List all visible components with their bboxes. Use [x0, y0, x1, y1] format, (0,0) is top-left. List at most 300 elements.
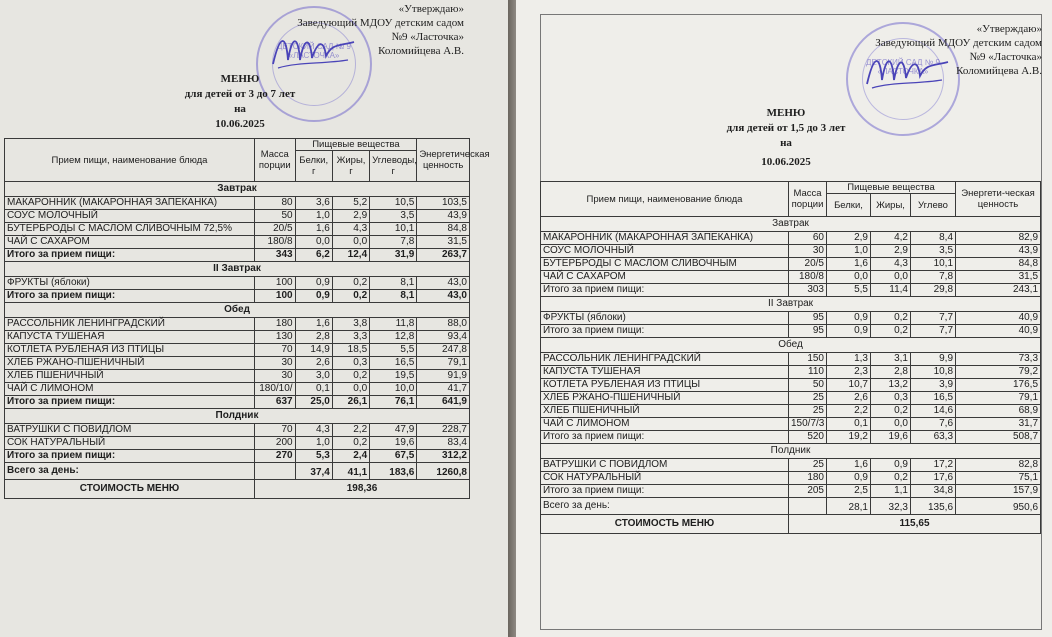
- dish-value: 79,1: [417, 357, 470, 370]
- dish-value: 3,5: [370, 210, 417, 223]
- meal-total-label: Итого за прием пищи:: [541, 284, 789, 297]
- dish-row: [541, 379, 1041, 392]
- section-row: [541, 444, 1041, 459]
- dish-value: 0,2: [871, 312, 911, 325]
- dish-value: 43,9: [417, 210, 470, 223]
- header-protein: Белки,: [827, 194, 871, 217]
- menu-date: 10.06.2025: [761, 156, 811, 168]
- meal-total-value: 508,7: [956, 431, 1041, 444]
- approve-org: №9 «Ласточка»: [969, 51, 1042, 63]
- meal-total-value: 157,9: [956, 485, 1041, 498]
- meal-total-value: 312,2: [417, 450, 470, 463]
- dish-value: 0,0: [871, 271, 911, 284]
- section-row: [5, 303, 470, 318]
- dish-value: 43,9: [956, 245, 1041, 258]
- dish-name: КОТЛЕТА РУБЛЕНАЯ ИЗ ПТИЦЫ: [5, 344, 255, 357]
- dish-value: 79,1: [956, 392, 1041, 405]
- dish-value: 30: [255, 357, 296, 370]
- dish-value: 150: [789, 353, 827, 366]
- approve-label: «Утверждаю»: [398, 3, 464, 15]
- dish-value: 2,2: [827, 405, 871, 418]
- dish-row: [5, 197, 470, 210]
- meal-total-row: [541, 431, 1041, 444]
- page-gap: [508, 0, 516, 637]
- dish-value: 0,9: [827, 472, 871, 485]
- dish-row: [541, 353, 1041, 366]
- dish-value: 11,8: [370, 318, 417, 331]
- dish-name: ФРУКТЫ (яблоки): [5, 277, 255, 290]
- dish-value: 2,9: [827, 232, 871, 245]
- meal-total-value: 520: [789, 431, 827, 444]
- dish-row: [541, 258, 1041, 271]
- dish-name: КАПУСТА ТУШЕНАЯ: [541, 366, 789, 379]
- dish-value: 1,3: [827, 353, 871, 366]
- dish-value: 8,4: [911, 232, 956, 245]
- dish-value: 0,2: [332, 370, 369, 383]
- dish-value: 8,1: [370, 277, 417, 290]
- header-fat: Жиры, г: [332, 151, 369, 182]
- dish-name: БУТЕРБРОДЫ С МАСЛОМ СЛИВОЧНЫМ 72,5%: [5, 223, 255, 236]
- meal-total-label: Итого за прием пищи:: [5, 249, 255, 262]
- meal-total-row: [5, 450, 470, 463]
- dish-name: ЧАЙ С САХАРОМ: [541, 271, 789, 284]
- dish-value: 17,2: [911, 459, 956, 472]
- day-total-value: 1260,8: [417, 463, 470, 480]
- meal-total-value: 0,2: [332, 290, 369, 303]
- dish-value: 180: [789, 472, 827, 485]
- dish-value: 7,8: [370, 236, 417, 249]
- dish-row: [541, 405, 1041, 418]
- dish-row: [5, 223, 470, 236]
- dish-name: СОК НАТУРАЛЬНЫЙ: [541, 472, 789, 485]
- dish-value: 40,9: [956, 312, 1041, 325]
- meal-total-value: 63,3: [911, 431, 956, 444]
- day-total-row: [541, 498, 1041, 515]
- dish-value: 7,6: [911, 418, 956, 431]
- day-total-value: 28,1: [827, 498, 871, 515]
- dish-value: 25: [789, 392, 827, 405]
- dish-value: 0,0: [295, 236, 332, 249]
- section-row: [5, 409, 470, 424]
- dish-value: 31,5: [956, 271, 1041, 284]
- dish-value: 103,5: [417, 197, 470, 210]
- dish-row: [5, 277, 470, 290]
- cost-label: СТОИМОСТЬ МЕНЮ: [5, 480, 255, 499]
- dish-value: 73,3: [956, 353, 1041, 366]
- dish-value: 3,6: [295, 197, 332, 210]
- dish-value: 16,5: [370, 357, 417, 370]
- meal-total-value: 6,2: [295, 249, 332, 262]
- header-energy: Энергетическая ценность: [417, 139, 470, 182]
- section-title: Завтрак: [541, 217, 1041, 232]
- dish-value: 16,5: [911, 392, 956, 405]
- dish-value: 84,8: [417, 223, 470, 236]
- header-dish: Прием пищи, наименование блюда: [541, 182, 789, 217]
- dish-value: 4,2: [871, 232, 911, 245]
- dish-value: 7,7: [911, 312, 956, 325]
- dish-value: 1,6: [295, 318, 332, 331]
- meal-total-value: 19,2: [827, 431, 871, 444]
- dish-value: 3,9: [911, 379, 956, 392]
- meal-total-value: 7,7: [911, 325, 956, 338]
- dish-row: [541, 271, 1041, 284]
- meal-total-label: Итого за прием пищи:: [5, 396, 255, 409]
- dish-value: 9,9: [911, 353, 956, 366]
- dish-row: [5, 318, 470, 331]
- dish-value: 150/7/3: [789, 418, 827, 431]
- meal-total-value: 303: [789, 284, 827, 297]
- dish-value: 95: [789, 312, 827, 325]
- meal-total-row: [541, 325, 1041, 338]
- dish-value: 4,3: [871, 258, 911, 271]
- section-title: Обед: [541, 338, 1041, 353]
- day-total-value: 135,6: [911, 498, 956, 515]
- dish-value: 14,9: [295, 344, 332, 357]
- dish-value: 12,8: [370, 331, 417, 344]
- menu-table-3-7: [4, 138, 490, 499]
- meal-total-value: 637: [255, 396, 296, 409]
- menu-on: на: [234, 103, 246, 115]
- meal-total-value: 243,1: [956, 284, 1041, 297]
- dish-row: [541, 366, 1041, 379]
- dish-name: ХЛЕБ ПШЕНИЧНЫЙ: [5, 370, 255, 383]
- dish-value: 5,2: [332, 197, 369, 210]
- dish-value: 247,8: [417, 344, 470, 357]
- dish-value: 10,1: [370, 223, 417, 236]
- meal-total-value: 5,3: [295, 450, 332, 463]
- dish-value: 83,4: [417, 437, 470, 450]
- meal-total-value: 29,8: [911, 284, 956, 297]
- dish-value: 50: [255, 210, 296, 223]
- meal-total-value: 5,5: [827, 284, 871, 297]
- dish-value: 1,6: [827, 258, 871, 271]
- dish-value: 80: [255, 197, 296, 210]
- dish-value: 41,7: [417, 383, 470, 396]
- dish-value: 30: [255, 370, 296, 383]
- dish-value: 2,2: [332, 424, 369, 437]
- approve-name: Коломийцева А.В.: [956, 65, 1042, 77]
- dish-value: 10,5: [370, 197, 417, 210]
- dish-row: [541, 312, 1041, 325]
- dish-value: 0,0: [827, 271, 871, 284]
- dish-value: 100: [255, 277, 296, 290]
- day-total-value: [255, 463, 296, 480]
- dish-value: 2,8: [295, 331, 332, 344]
- dish-value: 10,8: [911, 366, 956, 379]
- dish-name: ХЛЕБ ПШЕНИЧНЫЙ: [541, 405, 789, 418]
- approve-position: Заведующий МДОУ детским садом: [875, 37, 1042, 49]
- dish-value: 1,0: [295, 210, 332, 223]
- dish-row: [5, 437, 470, 450]
- meal-total-label: Итого за прием пищи:: [5, 450, 255, 463]
- section-row: [541, 297, 1041, 312]
- dish-row: [5, 331, 470, 344]
- dish-value: 4,3: [295, 424, 332, 437]
- dish-value: 0,2: [871, 405, 911, 418]
- dish-value: 19,5: [370, 370, 417, 383]
- dish-value: 7,8: [911, 271, 956, 284]
- meal-total-value: 19,6: [871, 431, 911, 444]
- dish-value: 91,9: [417, 370, 470, 383]
- meal-total-label: Итого за прием пищи:: [541, 431, 789, 444]
- meal-total-value: 11,4: [871, 284, 911, 297]
- meal-total-row: [5, 249, 470, 262]
- meal-total-value: 1,1: [871, 485, 911, 498]
- section-title: II Завтрак: [5, 262, 470, 277]
- dish-value: 17,6: [911, 472, 956, 485]
- header-carbs: Углеводы, г: [370, 151, 417, 182]
- header-mass: Масса порции: [789, 182, 827, 217]
- meal-total-value: 43,0: [417, 290, 470, 303]
- header-mass: Масса порции: [255, 139, 296, 182]
- dish-row: [541, 232, 1041, 245]
- meal-total-value: 40,9: [956, 325, 1041, 338]
- dish-value: 3,3: [332, 331, 369, 344]
- meal-total-value: 263,7: [417, 249, 470, 262]
- day-total-value: 41,1: [332, 463, 369, 480]
- meal-total-value: 26,1: [332, 396, 369, 409]
- header-nutrients: Пищевые вещества: [827, 182, 956, 194]
- menu-heading: МЕНЮ: [766, 107, 806, 119]
- day-total-value: 950,6: [956, 498, 1041, 515]
- dish-value: 0,2: [332, 437, 369, 450]
- menu-table-1-3: [540, 181, 1041, 534]
- dish-value: 5,5: [370, 344, 417, 357]
- meal-total-label: Итого за прием пищи:: [541, 325, 789, 338]
- cost-label: СТОИМОСТЬ МЕНЮ: [541, 515, 789, 534]
- day-total-label: Всего за день:: [541, 498, 789, 515]
- dish-value: 0,9: [295, 277, 332, 290]
- cost-row: [541, 515, 1041, 534]
- dish-value: 2,6: [295, 357, 332, 370]
- meal-total-value: 0,2: [871, 325, 911, 338]
- dish-value: 82,8: [956, 459, 1041, 472]
- dish-value: 0,3: [871, 392, 911, 405]
- meal-total-value: 0,9: [295, 290, 332, 303]
- dish-value: 3,0: [295, 370, 332, 383]
- dish-value: 2,6: [827, 392, 871, 405]
- dish-value: 31,7: [956, 418, 1041, 431]
- meal-total-label: Итого за прием пищи:: [5, 290, 255, 303]
- meal-total-row: [541, 485, 1041, 498]
- dish-value: 180/8: [789, 271, 827, 284]
- meal-total-value: 76,1: [370, 396, 417, 409]
- meal-total-value: 95: [789, 325, 827, 338]
- right-table-body: [541, 182, 1041, 534]
- seal-stamp-left: ДЕТСКИЙ САД № 9 «ЛАСТОЧКА»: [256, 6, 372, 122]
- header-carbs: Углево: [911, 194, 956, 217]
- dish-name: МАКАРОННИК (МАКАРОННАЯ ЗАПЕКАНКА): [5, 197, 255, 210]
- meal-total-value: 2,5: [827, 485, 871, 498]
- dish-name: СОУС МОЛОЧНЫЙ: [5, 210, 255, 223]
- cost-row: [5, 480, 470, 499]
- dish-value: 2,9: [332, 210, 369, 223]
- day-total-label: Всего за день:: [5, 463, 255, 480]
- section-title: II Завтрак: [541, 297, 1041, 312]
- dish-value: 3,1: [871, 353, 911, 366]
- header-fat: Жиры,: [871, 194, 911, 217]
- meal-total-value: 100: [255, 290, 296, 303]
- dish-row: [5, 236, 470, 249]
- approval-block-right: [875, 22, 1042, 78]
- section-title: Обед: [5, 303, 470, 318]
- meal-total-value: 205: [789, 485, 827, 498]
- cost-value: 115,65: [789, 515, 1041, 534]
- dish-value: 20/5: [789, 258, 827, 271]
- dish-name: БУТЕРБРОДЫ С МАСЛОМ СЛИВОЧНЫМ: [541, 258, 789, 271]
- dish-value: 43,0: [417, 277, 470, 290]
- approve-label: «Утверждаю»: [976, 23, 1042, 35]
- dish-value: 2,9: [871, 245, 911, 258]
- dish-value: 0,0: [871, 418, 911, 431]
- section-title: Завтрак: [5, 182, 470, 197]
- meal-total-row: [5, 396, 470, 409]
- day-total-value: 32,3: [871, 498, 911, 515]
- dish-value: 180/8: [255, 236, 296, 249]
- day-total-row: [5, 463, 470, 480]
- dish-value: 60: [789, 232, 827, 245]
- meal-total-value: 2,4: [332, 450, 369, 463]
- dish-value: 13,2: [871, 379, 911, 392]
- day-total-value: 37,4: [295, 463, 332, 480]
- dish-value: 0,9: [871, 459, 911, 472]
- menu-title-left: [150, 72, 330, 132]
- dish-value: 31,5: [417, 236, 470, 249]
- dish-value: 10,1: [911, 258, 956, 271]
- dish-value: 4,3: [332, 223, 369, 236]
- dish-value: 2,8: [871, 366, 911, 379]
- dish-value: 25: [789, 459, 827, 472]
- dish-row: [541, 418, 1041, 431]
- dish-value: 68,9: [956, 405, 1041, 418]
- meal-total-value: 270: [255, 450, 296, 463]
- section-row: [5, 182, 470, 197]
- dish-row: [5, 424, 470, 437]
- dish-value: 1,0: [827, 245, 871, 258]
- approve-org: №9 «Ласточка»: [391, 31, 464, 43]
- dish-value: 0,9: [827, 312, 871, 325]
- dish-value: 50: [789, 379, 827, 392]
- dish-value: 19,6: [370, 437, 417, 450]
- dish-value: 25: [789, 405, 827, 418]
- dish-row: [5, 344, 470, 357]
- dish-value: 93,4: [417, 331, 470, 344]
- approve-name: Коломийцева А.В.: [378, 45, 464, 57]
- dish-name: ЧАЙ С САХАРОМ: [5, 236, 255, 249]
- dish-value: 0,1: [827, 418, 871, 431]
- dish-value: 110: [789, 366, 827, 379]
- menu-title-right: [696, 106, 876, 170]
- dish-name: ХЛЕБ РЖАНО-ПШЕНИЧНЫЙ: [5, 357, 255, 370]
- dish-value: 70: [255, 344, 296, 357]
- dish-value: 0,0: [332, 236, 369, 249]
- dish-row: [5, 370, 470, 383]
- dish-value: 3,5: [911, 245, 956, 258]
- meal-total-value: 343: [255, 249, 296, 262]
- dish-value: 82,9: [956, 232, 1041, 245]
- approve-position: Заведующий МДОУ детским садом: [297, 17, 464, 29]
- dish-value: 18,5: [332, 344, 369, 357]
- seal-stamp-right: ДЕТСКИЙ САД № 9 «ЛАСТОЧКА»: [846, 22, 960, 136]
- meal-total-value: 67,5: [370, 450, 417, 463]
- dish-value: 20/5: [255, 223, 296, 236]
- dish-row: [5, 383, 470, 396]
- dish-value: 88,0: [417, 318, 470, 331]
- dish-value: 84,8: [956, 258, 1041, 271]
- menu-sheet-1-3: [516, 0, 1052, 637]
- cost-value: 198,36: [255, 480, 470, 499]
- dish-value: 130: [255, 331, 296, 344]
- dish-value: 47,9: [370, 424, 417, 437]
- menu-heading: МЕНЮ: [220, 73, 260, 85]
- header-nutrients: Пищевые вещества: [295, 139, 417, 151]
- meal-total-value: 31,9: [370, 249, 417, 262]
- dish-value: 0,3: [332, 357, 369, 370]
- dish-value: 180/10/: [255, 383, 296, 396]
- dish-row: [5, 210, 470, 223]
- dish-name: ВАТРУШКИ С ПОВИДЛОМ: [5, 424, 255, 437]
- dish-name: МАКАРОННИК (МАКАРОННАЯ ЗАПЕКАНКА): [541, 232, 789, 245]
- approval-block-left: [297, 2, 464, 58]
- header-dish: Прием пищи, наименование блюда: [5, 139, 255, 182]
- dish-name: ЧАЙ С ЛИМОНОМ: [5, 383, 255, 396]
- section-row: [541, 217, 1041, 232]
- dish-value: 0,2: [871, 472, 911, 485]
- dish-row: [541, 459, 1041, 472]
- meal-total-value: 12,4: [332, 249, 369, 262]
- header-row: [5, 139, 470, 151]
- dish-value: 0,2: [332, 277, 369, 290]
- meal-total-value: 8,1: [370, 290, 417, 303]
- dish-value: 180: [255, 318, 296, 331]
- dish-value: 10,0: [370, 383, 417, 396]
- dish-value: 0,0: [332, 383, 369, 396]
- dish-row: [541, 392, 1041, 405]
- dish-value: 0,1: [295, 383, 332, 396]
- dish-value: 14,6: [911, 405, 956, 418]
- dish-name: РАССОЛЬНИК ЛЕНИНГРАДСКИЙ: [541, 353, 789, 366]
- dish-value: 3,8: [332, 318, 369, 331]
- menu-age-group: для детей от 3 до 7 лет: [184, 88, 296, 100]
- section-row: [541, 338, 1041, 353]
- menu-date: 10.06.2025: [215, 118, 265, 130]
- section-title: Полдник: [541, 444, 1041, 459]
- menu-on: на: [780, 137, 792, 149]
- section-row: [5, 262, 470, 277]
- dish-value: 10,7: [827, 379, 871, 392]
- dish-name: РАССОЛЬНИК ЛЕНИНГРАДСКИЙ: [5, 318, 255, 331]
- dish-row: [541, 472, 1041, 485]
- day-total-value: [789, 498, 827, 515]
- section-title: Полдник: [5, 409, 470, 424]
- dish-value: 228,7: [417, 424, 470, 437]
- left-table-body: [5, 139, 490, 499]
- dish-value: 200: [255, 437, 296, 450]
- dish-name: КАПУСТА ТУШЕНАЯ: [5, 331, 255, 344]
- dish-value: 75,1: [956, 472, 1041, 485]
- dish-value: 176,5: [956, 379, 1041, 392]
- meal-total-value: 25,0: [295, 396, 332, 409]
- dish-value: 70: [255, 424, 296, 437]
- dish-value: 79,2: [956, 366, 1041, 379]
- dish-value: 1,6: [295, 223, 332, 236]
- day-total-value: 183,6: [370, 463, 417, 480]
- dish-name: СОУС МОЛОЧНЫЙ: [541, 245, 789, 258]
- meal-total-value: 0,9: [827, 325, 871, 338]
- dish-value: 1,0: [295, 437, 332, 450]
- dish-name: СОК НАТУРАЛЬНЫЙ: [5, 437, 255, 450]
- dish-name: ВАТРУШКИ С ПОВИДЛОМ: [541, 459, 789, 472]
